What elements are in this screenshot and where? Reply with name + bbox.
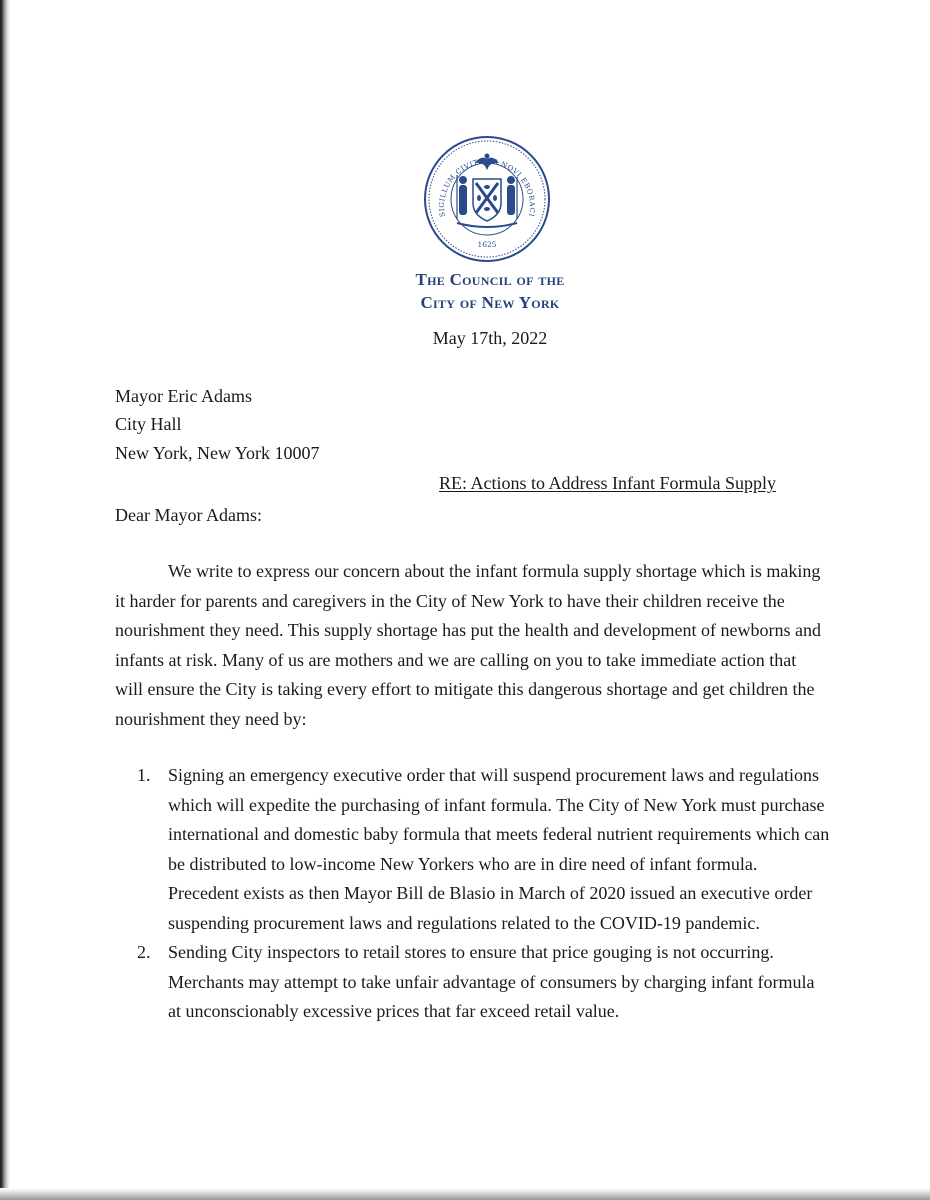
list-item bbox=[130, 761, 830, 938]
action-list bbox=[130, 761, 830, 1027]
nyc-seal-icon bbox=[423, 135, 551, 263]
letterhead-line-2: City of New York bbox=[420, 293, 560, 312]
subject-line: RE: Actions to Address Infant Formula Supply bbox=[439, 473, 776, 493]
recipient-name: Mayor Eric Adams bbox=[115, 386, 252, 406]
page-edge-left bbox=[0, 0, 10, 1200]
intro-paragraph: We write to express our concern about the infant formula supply shortage which is making it harder for parents and caregivers in the City of New York to have their children receive the nourishment they need. This supply shortage has put the health and development of newborns and infants at risk. Many of us are mothers and we are calling on you to take immediate action that will ensure the City is taking every effort to mitigate this dangerous shortage and get children the nourishment they need by: bbox=[115, 561, 822, 729]
letterhead-line-1: The Council of the bbox=[415, 270, 565, 289]
list-item-text: Signing an emergency executive order that will suspend procurement laws and regulations which will expedite the purchasing of infant formula. The City of New York must purchase international and domestic baby formula that meets federal nutrient requirements which can be distributed to low-income New Yorkers who are in dire need of infant formula. Precedent exists as then Mayor Bill de Blasio in March of 2020 issued an executive order suspending procurement laws and regulations related to the COVID-19 pandemic. bbox=[168, 765, 830, 933]
list-item-number: 2. bbox=[137, 942, 151, 962]
seal-year: 1625 bbox=[477, 240, 497, 249]
letter-date: May 17th, 2022 bbox=[432, 328, 548, 348]
recipient-office: City Hall bbox=[115, 414, 182, 434]
page-edge-bottom bbox=[0, 1188, 930, 1200]
list-item-number: 1. bbox=[137, 765, 151, 785]
list-item bbox=[130, 938, 830, 1027]
seal-motto: SIGILLUM CIVITATIS NOVI EBORACI bbox=[437, 157, 537, 218]
recipient-city: New York, New York 10007 bbox=[115, 443, 320, 463]
salutation: Dear Mayor Adams: bbox=[115, 505, 262, 525]
list-item-text: Sending City inspectors to retail stores to ensure that price gouging is not occurring. Merchants may attempt to take unfair advantage of consumers by charging infant formula at unconscionably excessive prices that far exceed retail value. bbox=[168, 942, 815, 1021]
